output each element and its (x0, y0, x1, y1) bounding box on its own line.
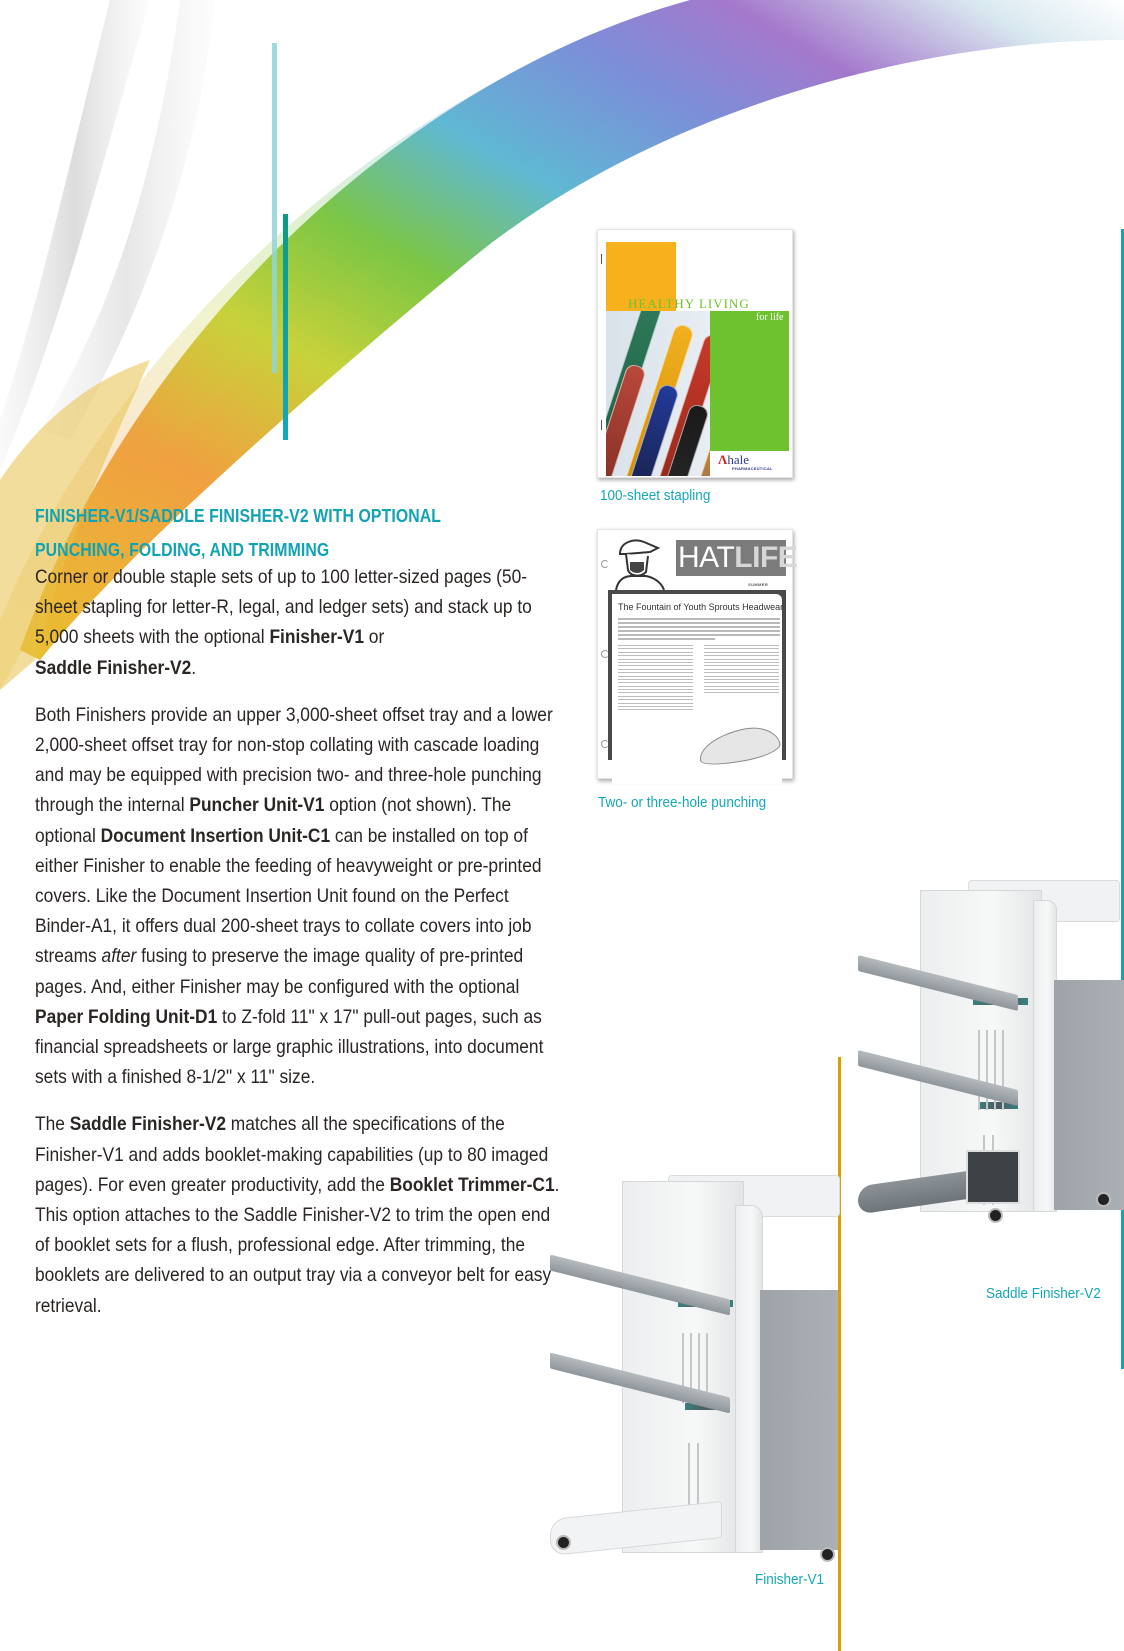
text-run: . This option attaches to the Saddle Finisher-V2 to trim the open end of booklet sets for a flush, professional edge. After trimming, the booklets are delivered to an output tray via a conveyor belt for easy retrieval. (35, 1173, 560, 1317)
product-name-booklet-trimmer-c1: Booklet Trimmer-C1 (389, 1173, 555, 1196)
test-tubes-photo (606, 311, 710, 476)
accent-bar-dark-teal (283, 214, 288, 440)
section-heading-line-2: PUNCHING, FOLDING, AND TRIMMING (35, 540, 330, 560)
logo-mark-icon: Λ (718, 452, 728, 467)
cover-green-block (709, 311, 789, 451)
product-name-paper-folding-unit-d1: Paper Folding Unit-D1 (35, 1005, 218, 1028)
hat-man-illustration-icon (606, 536, 670, 592)
caption-stapling: 100-sheet stapling (600, 487, 711, 504)
masthead-hat: HAT (678, 541, 735, 574)
column-text-right (704, 645, 779, 696)
product-name-saddle-finisher-v2: Saddle Finisher-V2 (69, 1113, 226, 1136)
text-run: . (191, 656, 197, 679)
caster-wheel-icon (988, 1208, 1003, 1223)
paragraph-saddle-finisher (35, 1109, 560, 1320)
product-name-finisher-v1: Finisher-V1 (269, 626, 364, 649)
text-run: to Z-fold 11" x 17" pull-out pages, such as financial spreadsheets or large graphic illustrations, into document sets with a finished 8-1/2" x 11" size. (35, 1005, 544, 1089)
product-name-document-insertion-unit-c1: Document Insertion Unit-C1 (100, 824, 331, 847)
finisher-v1-image (570, 1175, 838, 1565)
text-run: fusing to preserve the image quality of pre-printed pages. And, either Finisher may be configured with the optional (35, 945, 524, 998)
body-text-column (35, 498, 560, 1338)
logo-text: hale (727, 452, 749, 467)
text-run: can be installed on top of either Finisher to enable the feeding of heavyweight or pre-printed covers. Like the Document Insertion Unit found on the Perfect Binder-A1, it offers dual 200-sheet trays to collate covers into job streams (35, 824, 542, 968)
cover-subtitle: for life (756, 312, 784, 323)
sample-cover-healthy-living (597, 229, 793, 478)
paragraph-stapling (35, 562, 560, 683)
text-run: matches all the specifications of the Finisher-V1 and adds booklet-making capabilities (up to 80 imaged pages). For even greater productivity, add the (35, 1113, 549, 1196)
staple-mark-icon (601, 420, 602, 430)
product-name-saddle-finisher-v2: Saddle Finisher-V2 (35, 656, 192, 679)
text-run: option (not shown). The optional (35, 794, 512, 847)
cover-title: HEALTHY LIVING (628, 296, 750, 311)
punch-hole-icon (601, 650, 609, 658)
section-heading-line-1: FINISHER-V1/SADDLE FINISHER-V2 WITH OPTIONAL (35, 506, 442, 526)
product-name-puncher-unit-v1: Puncher Unit-V1 (189, 794, 325, 817)
masthead-life: LIFE (734, 541, 798, 574)
caster-wheel-icon (1096, 1192, 1111, 1207)
masthead-title (678, 540, 797, 576)
text-run: Both Finishers provide an upper 3,000-sheet offset tray and a lower 2,000-sheet offset tray for non-stop collating with cascade loading and may be equipped with precision two- and three-hole punching through the internal (35, 703, 553, 817)
caption-saddle-finisher-v2: Saddle Finisher-V2 (986, 1285, 1101, 1302)
intro-text-lines (618, 618, 780, 643)
punch-hole-icon (601, 740, 609, 748)
paragraph-finishers (35, 700, 560, 1093)
text-run: Corner or double staple sets of up to 100 letter-sized pages (50-sheet stapling for letter-R, legal, and ledger sets) and stack up to 5,000 sheets with the optional (35, 566, 532, 649)
caption-punching: Two- or three-hole punching (598, 794, 767, 811)
text-run: The (35, 1113, 70, 1136)
caster-wheel-icon (820, 1547, 835, 1562)
accent-bar-light-teal (272, 43, 277, 373)
punch-hole-icon (601, 560, 609, 568)
emphasis-after: after (101, 945, 137, 968)
caster-wheel-icon (556, 1535, 571, 1550)
saddle-finisher-v2-image (868, 880, 1124, 1230)
cover-logo-sub: PHARMACEUTICAL (732, 466, 773, 471)
column-text-left (618, 645, 693, 713)
staple-mark-icon (601, 254, 602, 264)
accent-bar-gold (838, 1057, 841, 1651)
cover-headline: The Fountain of Youth Sprouts Headwear (618, 602, 784, 612)
text-run: or (363, 626, 385, 649)
issue-label: SUMMER (748, 582, 769, 587)
sample-cover-hatlife (597, 529, 798, 779)
caption-finisher-v1: Finisher-V1 (755, 1571, 825, 1588)
